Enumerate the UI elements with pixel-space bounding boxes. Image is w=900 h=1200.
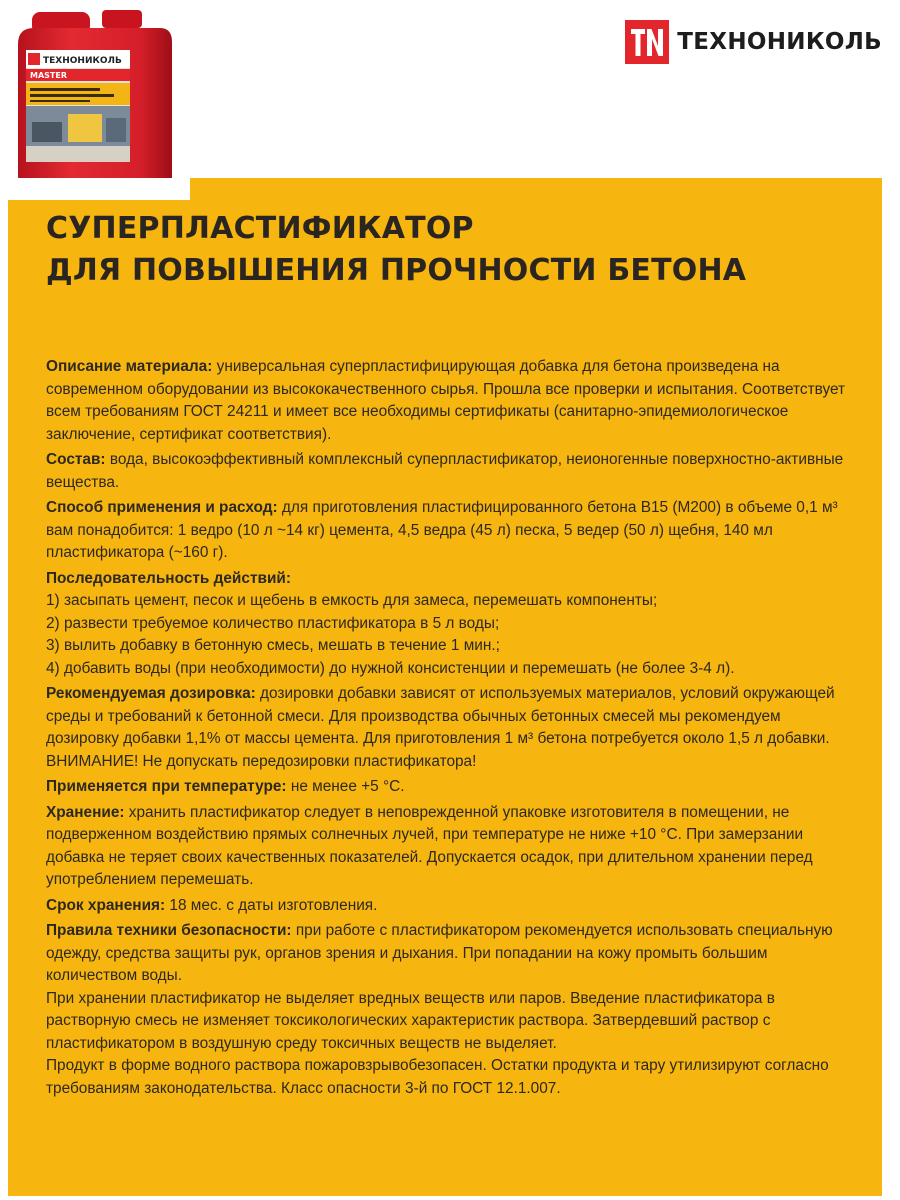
section-shelf-life <box>46 895 846 918</box>
section-description <box>46 356 846 446</box>
warning-text: ВНИМАНИЕ! Не допускать передозировки пластификатора! <box>46 752 477 770</box>
section-text: 18 мес. с даты изготовления. <box>165 896 378 914</box>
section-temperature <box>46 776 846 799</box>
title-line-1: СУПЕРПЛАСТИФИКАТОР <box>46 211 474 246</box>
safety-paragraph-2: При хранении пластификатор не выделяет вредных веществ или паров. Введение пластификатора в растворную смесь не изменяет токсикологических характеристик раствора. Затвердевший раствор с пластификатором в воздушную среду токсичных веществ не выделяет. <box>46 989 775 1052</box>
step-item: 1) засыпать цемент, песок и щебень в емкость для замеса, перемешать компоненты; <box>46 592 658 609</box>
brand-header <box>625 18 882 66</box>
canister-label-brand: ТЕХНОНИКОЛЬ <box>43 56 122 66</box>
section-composition <box>46 449 846 494</box>
section-text: для приготовления пластифицированного бетона В15 (М200) в объеме 0,1 м³ вам понадобится: 1 ведро (10 л ~14 кг) цемента, 4,5 ведра (45 л) песка, 5 ведер (50 л) щебня, 140 мл пластификатора (~160 г). <box>46 499 838 561</box>
section-text: вода, высокоэффективный комплексный суперпластификатор, неионогенные поверхностно-активные вещества. <box>46 451 844 491</box>
section-storage <box>46 802 846 892</box>
section-label: Правила техники безопасности: <box>46 922 292 939</box>
brand-name: ТЕХНОНИКОЛЬ <box>677 29 882 55</box>
step-item: 2) развести требуемое количество пластификатора в 5 л воды; <box>46 614 500 632</box>
section-label: Последовательность действий: <box>46 569 292 587</box>
section-text: дозировки добавки зависят от используемых материалов, условий окружающей среды и требований к бетонной смеси. Для производства обычных бетонных смесей мы рекомендуем дозировку добавки 1,1% от массы цемента. Для приготовления 1 м³ бетона потребуется около 1,5 л добавки. <box>46 685 835 747</box>
info-panel <box>8 178 882 1196</box>
section-label: Состав: <box>46 451 106 468</box>
section-sequence <box>46 568 846 681</box>
tn-logo-icon <box>625 20 669 64</box>
section-label: Срок хранения: <box>46 896 166 914</box>
step-item: 3) вылить добавку в бетонную смесь, мешать в течение 1 мин.; <box>46 637 500 654</box>
page-title <box>46 208 746 292</box>
section-text: при работе с пластификатором рекомендуется использовать специальную одежду, средства защиты рук, органов зрения и дыхания. При попадании на кожу промыть большим количеством воды. <box>46 922 833 984</box>
step-item: 4) добавить воды (при необходимости) до нужной консистенции и перемешать (не более 3-4 л). <box>46 659 735 677</box>
panel-notch <box>8 178 190 200</box>
canister-label-series: MASTER <box>30 71 67 80</box>
product-canister-image <box>10 6 180 191</box>
section-dosage <box>46 683 846 773</box>
section-label: Описание материала: <box>46 358 213 375</box>
section-text: хранить пластификатор следует в неповрежденной упаковке изготовителя в помещении, не подверженном воздействию прямых солнечных лучей, при температуре не ниже +10 °С. При замерзании добавка не теряет своих качественных показателей. Допускается осадок, при длительном хранении перед употреблением перемешать. <box>46 803 813 888</box>
title-line-2: ДЛЯ ПОВЫШЕНИЯ ПРОЧНОСТИ БЕТОНА <box>46 253 747 288</box>
safety-paragraph-3: Продукт в форме водного раствора пожаровзрывобезопасен. Остатки продукта и тару утилизируют согласно требованиям законодательства. Класс опасности 3-й по ГОСТ 12.1.007. <box>46 1057 829 1097</box>
section-label: Способ применения и расход: <box>46 499 278 516</box>
section-text: универсальная суперпластифицирующая добавка для бетона произведена на современном оборудовании из высококачественного сырья. Прошла все проверки и испытания. Соответствует всем требованиям ГОСТ 24211 и имеет все необходимы сертификаты (санитарно-эпидемиологическое заключение, сертификат соответствия). <box>46 358 846 443</box>
section-label: Рекомендуемая дозировка: <box>46 685 256 702</box>
section-label: Применяется при температуре: <box>46 778 287 795</box>
product-description <box>46 356 846 1103</box>
section-safety <box>46 920 846 1100</box>
section-text: не менее +5 °С. <box>286 778 405 795</box>
section-usage <box>46 497 846 565</box>
section-label: Хранение: <box>46 803 125 821</box>
